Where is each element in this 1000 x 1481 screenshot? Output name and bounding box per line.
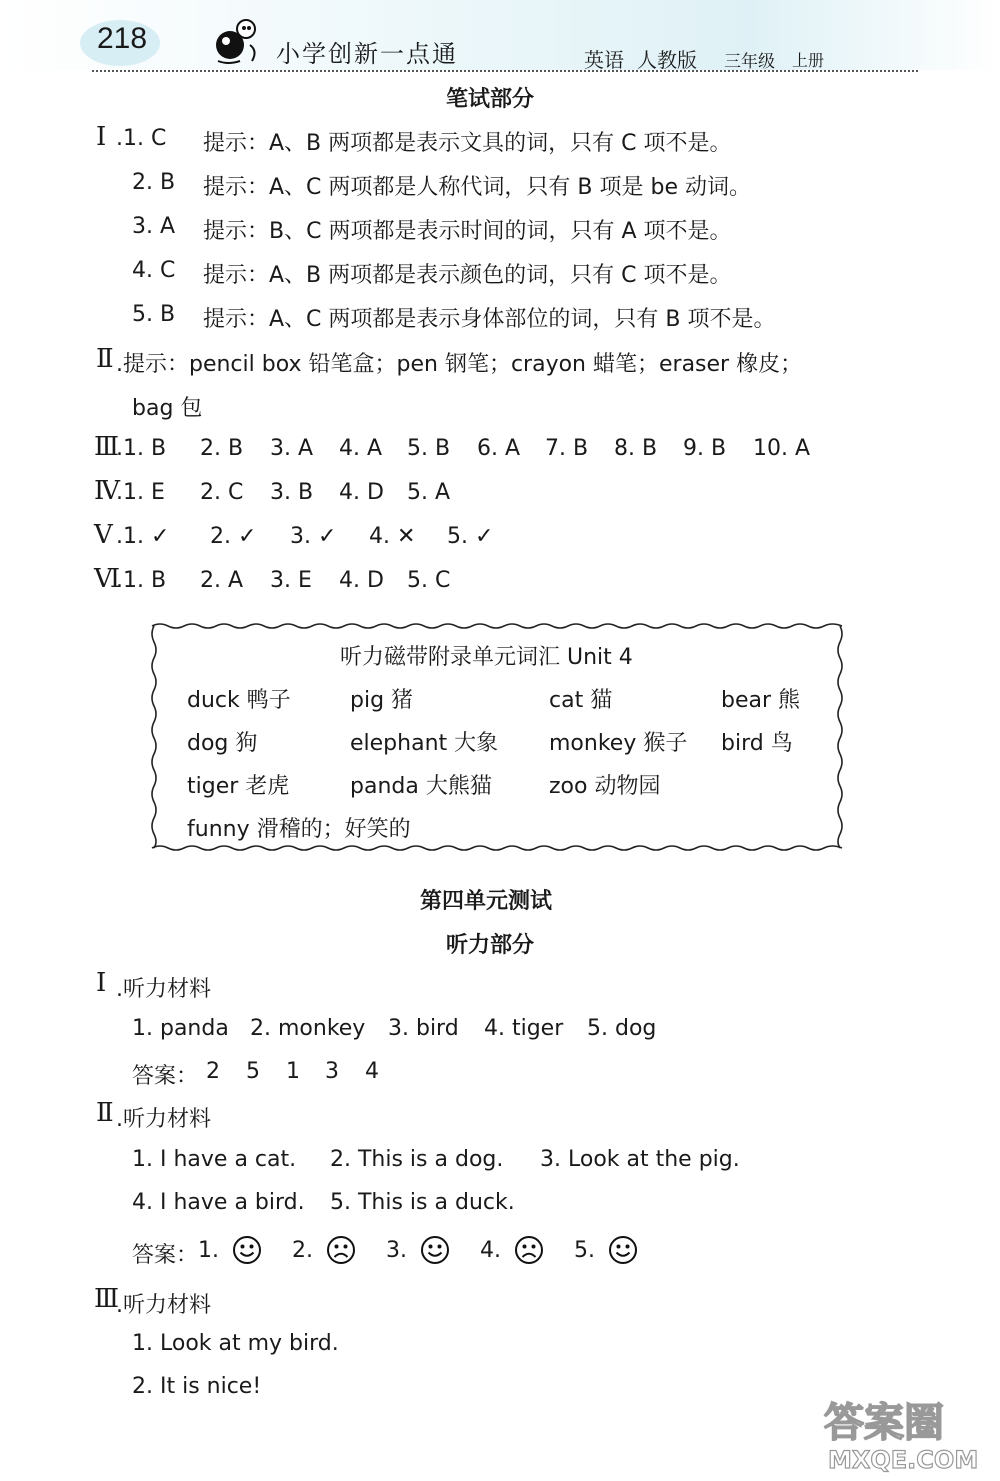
edition-label: 人教版 bbox=[637, 48, 697, 72]
lq2-sentence-4: 4. I have a bird. bbox=[132, 1190, 305, 1215]
q3-numeral: Ⅲ bbox=[94, 432, 120, 462]
q5-answer-5: 5. ✓ bbox=[447, 524, 494, 549]
vocab-word: bird 鸟 bbox=[721, 731, 793, 756]
lq1-heading: .听力材料 bbox=[116, 977, 211, 1002]
q4-answer-1: .1. E bbox=[116, 480, 165, 505]
happy-face-icon bbox=[420, 1235, 450, 1265]
q3-answer-2: 2. B bbox=[200, 436, 244, 461]
lq2-sentence-3: 3. Look at the pig. bbox=[540, 1147, 740, 1172]
q1-item-3-num: 3. A bbox=[132, 214, 176, 239]
cartoon-logo-icon bbox=[210, 15, 265, 67]
vocab-word: duck 鸭子 bbox=[187, 688, 291, 713]
lq2-answer-1-num: 1. bbox=[198, 1238, 219, 1263]
q2-line-1: .提示：pencil box 铅笔盒；pen 钢笔；crayon 蜡笔；eraser 橡皮； bbox=[116, 352, 803, 377]
q3-answer-6: 6. A bbox=[477, 436, 521, 461]
lq1-material-2: 2. monkey bbox=[250, 1016, 366, 1041]
q6-answer-2: 2. A bbox=[200, 568, 244, 593]
vocab-word: zoo 动物园 bbox=[549, 774, 661, 799]
lq1-answer-4: 3 bbox=[325, 1059, 339, 1084]
q3-answer-1: .1. B bbox=[116, 436, 167, 461]
vocab-word: monkey 猴子 bbox=[549, 731, 688, 756]
q3-answer-7: 7. B bbox=[545, 436, 589, 461]
lq1-numeral: Ⅰ bbox=[96, 968, 107, 998]
lq2-sentence-1: 1. I have a cat. bbox=[132, 1147, 297, 1172]
volume-label: 上册 bbox=[792, 51, 825, 70]
lq1-answer-2: 5 bbox=[246, 1059, 260, 1084]
q1-item-3-hint: 提示：B、C 两项都是表示时间的词，只有 A 项不是。 bbox=[203, 219, 732, 244]
vocab-word: elephant 大象 bbox=[350, 731, 499, 756]
q1-numeral: Ⅰ bbox=[96, 122, 107, 152]
svg-text:MXQE.COM: MXQE.COM bbox=[828, 1446, 979, 1474]
q3-answer-9: 9. B bbox=[683, 436, 727, 461]
lq2-answer-3-num: 3. bbox=[386, 1238, 407, 1263]
vocab-word: cat 猫 bbox=[549, 688, 613, 713]
svg-text:答案圈: 答案圈 bbox=[824, 1400, 944, 1446]
vocab-box-title: 听力磁带附录单元词汇 Unit 4 bbox=[340, 645, 633, 670]
q3-answer-8: 8. B bbox=[614, 436, 658, 461]
lq1-answer-1: 2 bbox=[206, 1059, 220, 1084]
q1-item-4-num: 4. C bbox=[132, 258, 176, 283]
q6-answer-1: .1. B bbox=[116, 568, 167, 593]
vocab-word: tiger 老虎 bbox=[187, 774, 290, 799]
vocab-word: pig 猪 bbox=[350, 688, 414, 713]
sad-face-icon bbox=[514, 1235, 544, 1265]
lq2-answer-2-num: 2. bbox=[292, 1238, 313, 1263]
happy-face-icon bbox=[608, 1235, 638, 1265]
lq2-heading: .听力材料 bbox=[116, 1107, 211, 1132]
q4-answer-5: 5. A bbox=[407, 480, 451, 505]
lq1-answer-5: 4 bbox=[365, 1059, 379, 1084]
header-divider bbox=[92, 70, 918, 72]
page-number: 218 bbox=[97, 22, 148, 55]
lq3-numeral: Ⅲ bbox=[94, 1284, 120, 1314]
vocab-word: dog 狗 bbox=[187, 731, 258, 756]
q5-answer-1: .1. ✓ bbox=[116, 524, 170, 549]
q1-item-1-hint: 提示：A、B 两项都是表示文具的词，只有 C 项不是。 bbox=[203, 131, 732, 156]
q4-answer-2: 2. C bbox=[200, 480, 244, 505]
q1-item-2-num: 2. B bbox=[132, 170, 176, 195]
lq2-sentence-2: 2. This is a dog. bbox=[330, 1147, 504, 1172]
subject-label: 英语 bbox=[584, 48, 624, 72]
lq1-answer-3: 1 bbox=[286, 1059, 300, 1084]
q2-numeral: Ⅱ bbox=[96, 344, 114, 374]
q1-item-5-num: 5. B bbox=[132, 302, 176, 327]
lq1-material-5: 5. dog bbox=[587, 1016, 657, 1041]
q6-answer-3: 3. E bbox=[270, 568, 312, 593]
q5-answer-2: 2. ✓ bbox=[210, 524, 257, 549]
q6-answer-5: 5. C bbox=[407, 568, 451, 593]
sad-face-icon bbox=[326, 1235, 356, 1265]
watermark-logo bbox=[818, 1392, 996, 1474]
lq2-answer-label: 答案： bbox=[132, 1243, 199, 1268]
lq1-answer-label: 答案： bbox=[132, 1064, 199, 1089]
book-title: 小学创新一点通 bbox=[276, 40, 458, 68]
lq3-sentence-1: 1. Look at my bird. bbox=[132, 1331, 339, 1356]
q5-answer-4: 4. ✕ bbox=[369, 524, 416, 549]
happy-face-icon bbox=[232, 1235, 262, 1265]
q6-answer-4: 4. D bbox=[339, 568, 384, 593]
lq3-heading: .听力材料 bbox=[116, 1293, 211, 1318]
q3-answer-3: 3. A bbox=[270, 436, 314, 461]
lq1-material-1: 1. panda bbox=[132, 1016, 229, 1041]
q1-item-4-hint: 提示：A、B 两项都是表示颜色的词，只有 C 项不是。 bbox=[203, 263, 732, 288]
lq2-sentence-5: 5. This is a duck. bbox=[330, 1190, 515, 1215]
unit-test-title: 第四单元测试 bbox=[420, 889, 553, 914]
q1-item-2-hint: 提示：A、C 两项都是人称代词，只有 B 项是 be 动词。 bbox=[203, 175, 751, 200]
vocab-word: funny 滑稽的；好笑的 bbox=[187, 817, 411, 842]
q3-answer-10: 10. A bbox=[753, 436, 811, 461]
lq2-answer-4-num: 4. bbox=[480, 1238, 501, 1263]
q4-answer-3: 3. B bbox=[270, 480, 314, 505]
q1-item-5-hint: 提示：A、C 两项都是表示身体部位的词，只有 B 项不是。 bbox=[203, 307, 776, 332]
q3-answer-4: 4. A bbox=[339, 436, 383, 461]
q6-numeral: Ⅵ bbox=[94, 564, 121, 594]
lq1-material-4: 4. tiger bbox=[484, 1016, 564, 1041]
grade-label: 三年级 bbox=[724, 52, 775, 72]
lq3-sentence-2: 2. It is nice! bbox=[132, 1374, 262, 1399]
lq2-answer-5-num: 5. bbox=[574, 1238, 595, 1263]
q4-numeral: Ⅳ bbox=[94, 476, 120, 506]
q3-answer-5: 5. B bbox=[407, 436, 451, 461]
q2-line-2: bag 包 bbox=[132, 396, 203, 421]
listening-section-title: 听力部分 bbox=[446, 933, 535, 958]
q1-item-1-num: .1. C bbox=[116, 126, 167, 151]
q4-answer-4: 4. D bbox=[339, 480, 384, 505]
lq2-numeral: Ⅱ bbox=[96, 1098, 114, 1128]
vocab-word: panda 大熊猫 bbox=[350, 774, 492, 799]
q5-numeral: Ⅴ bbox=[94, 520, 113, 550]
q5-answer-3: 3. ✓ bbox=[290, 524, 337, 549]
written-section-title: 笔试部分 bbox=[446, 87, 535, 112]
vocab-word: bear 熊 bbox=[721, 688, 801, 713]
lq1-material-3: 3. bird bbox=[388, 1016, 459, 1041]
